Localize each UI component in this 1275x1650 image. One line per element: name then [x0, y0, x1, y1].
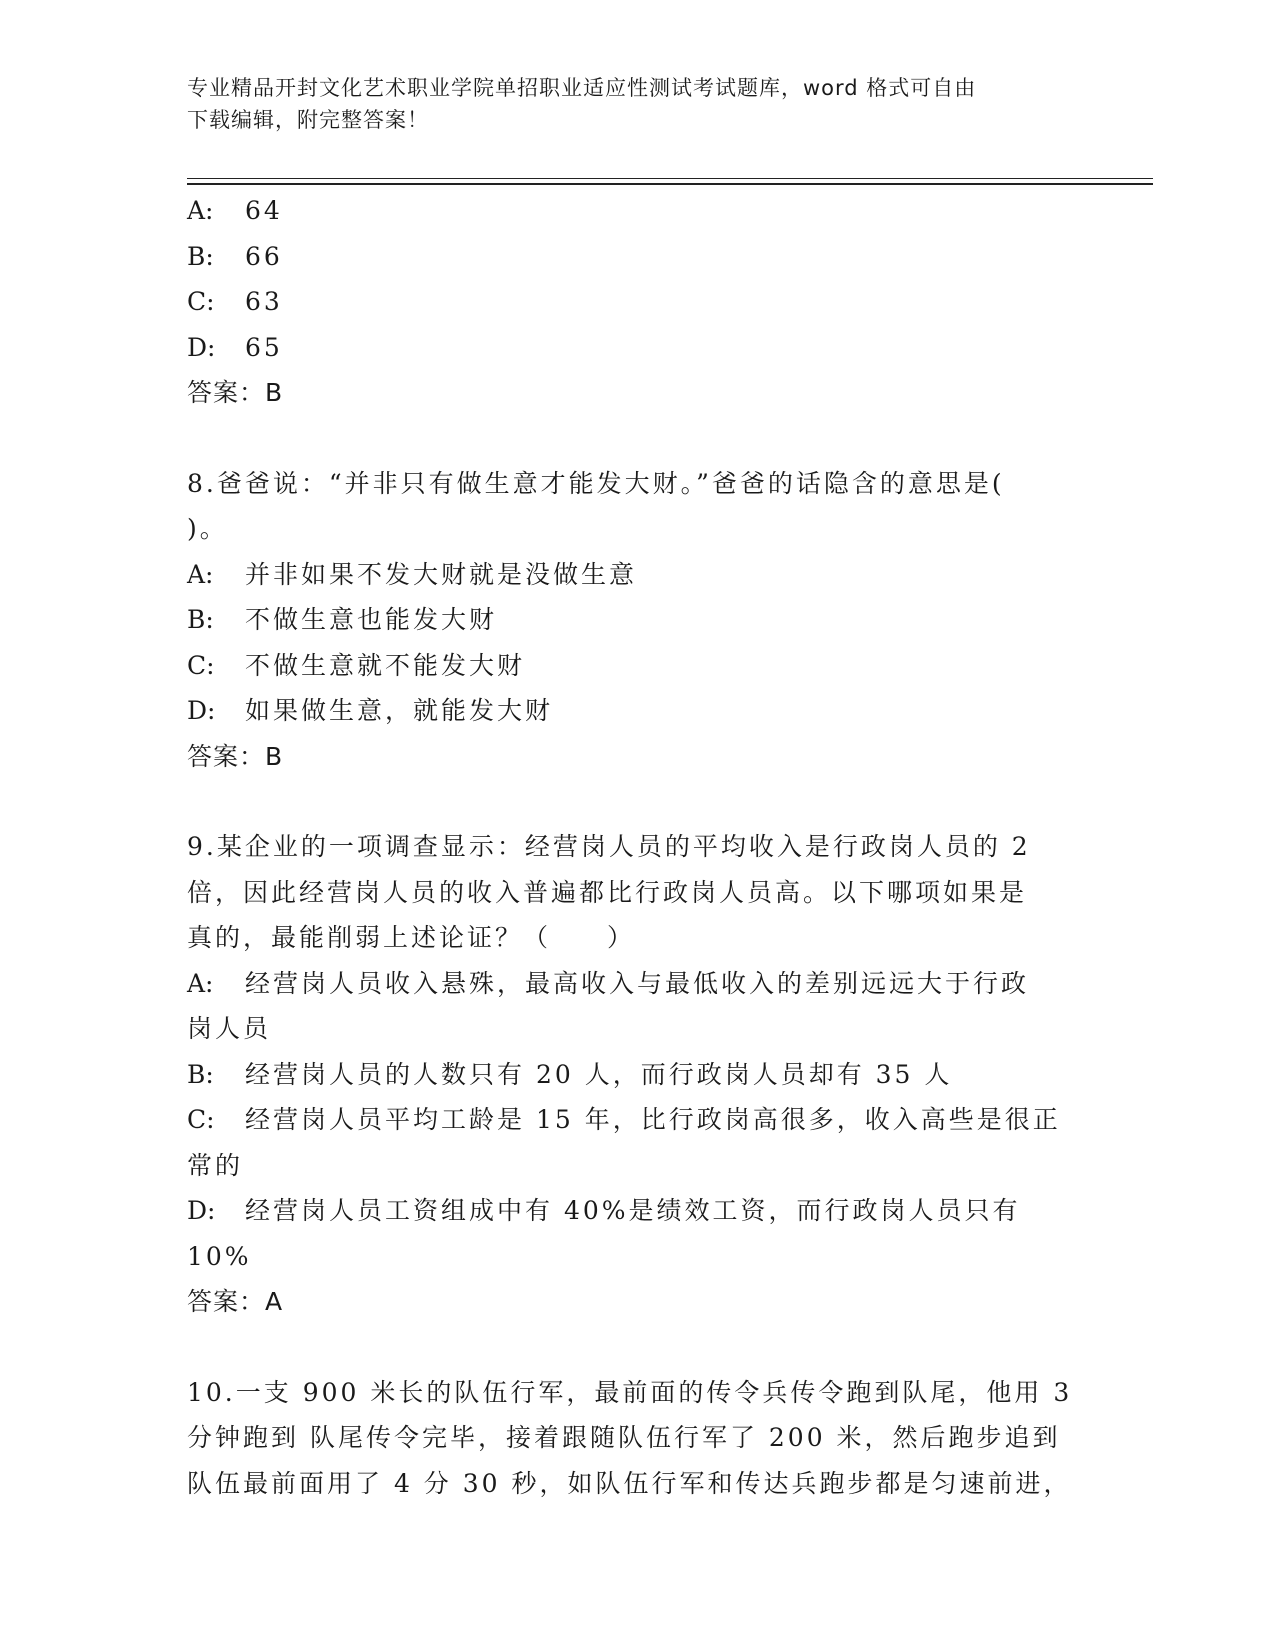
- option-text: 并非如果不发大财就是没做生意: [245, 559, 638, 589]
- answer: 答案：A: [187, 1287, 284, 1316]
- header-line-2: 下载编辑，附完整答案！: [187, 108, 429, 132]
- option-label: D:: [187, 696, 216, 725]
- option-label: A:: [187, 968, 214, 998]
- question-stem: 真的，最能削弱上述论证？（ ）: [187, 923, 636, 952]
- option-b: [187, 597, 1087, 643]
- option-text: 经营岗人员收入悬殊，最高收入与最低收入的差别远远大于行政: [245, 968, 1030, 998]
- question-stem: 10.一支 900 米长的队伍行军，最前面的传令兵传令跑到队尾，他用 3: [187, 1377, 1073, 1407]
- document-header: [187, 72, 1067, 136]
- option-d: [187, 1188, 1087, 1279]
- option-text: 经营岗人员工资组成中有 40%是绩效工资，而行政岗人员只有 10%: [187, 1196, 1032, 1271]
- option-a: [187, 552, 1087, 598]
- document-body: [187, 188, 1087, 1506]
- option-d: [187, 688, 1087, 734]
- header-line-1: 专业精品开封文化艺术职业学院单招职业适应性测试考试题库，word 格式可自由: [187, 76, 977, 100]
- option-b: [187, 234, 1087, 280]
- option-label: B:: [187, 241, 214, 271]
- question-10: [187, 1370, 1087, 1507]
- question-7-options: [187, 188, 1087, 416]
- option-text: 不做生意就不能发大财: [245, 650, 526, 680]
- header-rule-thick: [187, 183, 1153, 185]
- question-8: [187, 461, 1087, 780]
- question-stem: 8.爸爸说：“并非只有做生意才能发大财。”爸爸的话隐含的意思是(: [187, 468, 1005, 498]
- option-a: [187, 961, 1087, 1007]
- option-label: A:: [187, 559, 214, 589]
- question-stem: 9.某企业的一项调查显示：经营岗人员的平均收入是行政岗人员的 2: [187, 832, 1031, 861]
- option-c: [187, 643, 1087, 689]
- option-label: C:: [187, 650, 215, 680]
- option-text: 64: [245, 196, 283, 225]
- question-stem: )。: [187, 514, 228, 543]
- question-9: [187, 824, 1087, 1325]
- option-a-continued: 岗人员: [187, 1014, 272, 1043]
- option-text: 不做生意也能发大财: [245, 605, 498, 634]
- answer: 答案：B: [187, 378, 284, 407]
- question-stem: 分钟跑到 队尾传令完毕，接着跟随队伍行军了 200 米，然后跑步追到: [187, 1423, 1061, 1452]
- header-rule-thin: [187, 178, 1153, 179]
- option-label: D:: [187, 332, 216, 362]
- question-stem: 倍，因此经营岗人员的收入普遍都比行政岗人员高。以下哪项如果是: [187, 877, 1028, 907]
- option-text: 66: [245, 241, 283, 271]
- option-text: 65: [245, 332, 283, 362]
- option-text: 经营岗人员平均工龄是 15 年，比行政岗高很多，收入高些是很正: [245, 1105, 1061, 1134]
- option-d: [187, 325, 1087, 371]
- option-label: A:: [187, 196, 214, 225]
- option-c: [187, 1097, 1087, 1143]
- option-label: B:: [187, 605, 214, 634]
- option-a: [187, 188, 1087, 234]
- option-c: [187, 279, 1087, 325]
- question-stem: 队伍最前面用了 4 分 30 秒，如队伍行军和传达兵跑步都是匀速前进，: [187, 1468, 1072, 1498]
- answer: 答案：B: [187, 741, 284, 771]
- option-label: C:: [187, 287, 215, 316]
- option-b: [187, 1052, 1087, 1098]
- option-label: B:: [187, 1059, 214, 1089]
- option-label: D:: [187, 1196, 216, 1225]
- option-c-continued: 常的: [187, 1150, 244, 1180]
- option-text: 如果做生意，就能发大财: [245, 696, 554, 725]
- option-text: 经营岗人员的人数只有 20 人，而行政岗人员却有 35 人: [245, 1059, 953, 1089]
- option-label: C:: [187, 1105, 215, 1134]
- option-text: 63: [245, 287, 283, 316]
